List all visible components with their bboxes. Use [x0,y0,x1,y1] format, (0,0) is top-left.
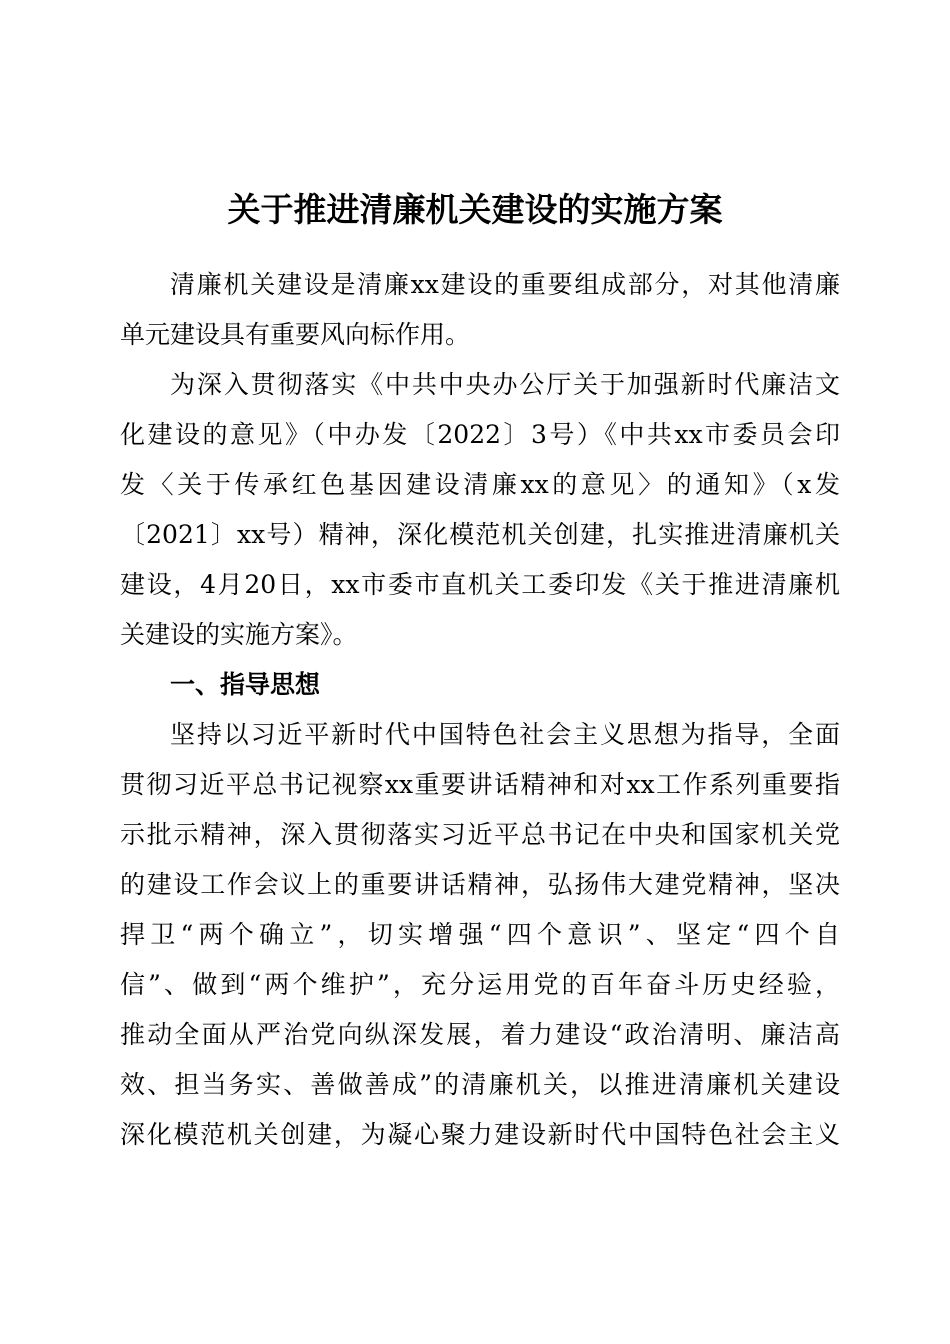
body-line: 效、担当务实、善做善成”的清廉机关，以推进清廉机关建设 [120,1070,840,1099]
body-line: 为深入贯彻落实《中共中央办公厅关于加强新时代廉洁文 [170,370,840,399]
body-line: 推动全面从严治党向纵深发展，着力建设“政治清明、廉洁高 [120,1020,840,1049]
body-line: 坚持以习近平新时代中国特色社会主义思想为指导，全面 [170,720,840,749]
section-heading: 一、指导思想 [170,670,321,699]
body-line: 〔2021〕xx号）精神，深化模范机关创建，扎实推进清廉机关 [120,520,840,549]
document-title: 关于推进清廉机关建设的实施方案 [227,190,723,229]
body-line: 清廉机关建设是清廉xx建设的重要组成部分，对其他清廉 [170,270,840,299]
body-line: 深化模范机关创建，为凝心聚力建设新时代中国特色社会主义 [120,1120,840,1149]
body-line: 示批示精神，深入贯彻落实习近平总书记在中央和国家机关党 [120,820,840,849]
body-line: 化建设的意见》（中办发〔2022〕3号）《中共xx市委员会印 [120,420,840,449]
body-line: 关建设的实施方案》。 [120,620,358,649]
body-line: 发〈关于传承红色基因建设清廉xx的意见〉的通知》（x发 [120,470,840,499]
body-line: 贯彻习近平总书记视察xx重要讲话精神和对xx工作系列重要指 [120,770,840,799]
body-line: 建设，4月20日，xx市委市直机关工委印发《关于推进清廉机 [120,570,840,599]
body-line: 单元建设具有重要风向标作用。 [120,320,471,349]
body-line: 的建设工作会议上的重要讲话精神，弘扬伟大建党精神，坚决 [120,870,840,899]
body-line: 信”、做到“两个维护”，充分运用党的百年奋斗历史经验， [120,970,840,999]
body-line: 捍卫“两个确立”，切实增强“四个意识”、坚定“四个自 [120,920,840,949]
